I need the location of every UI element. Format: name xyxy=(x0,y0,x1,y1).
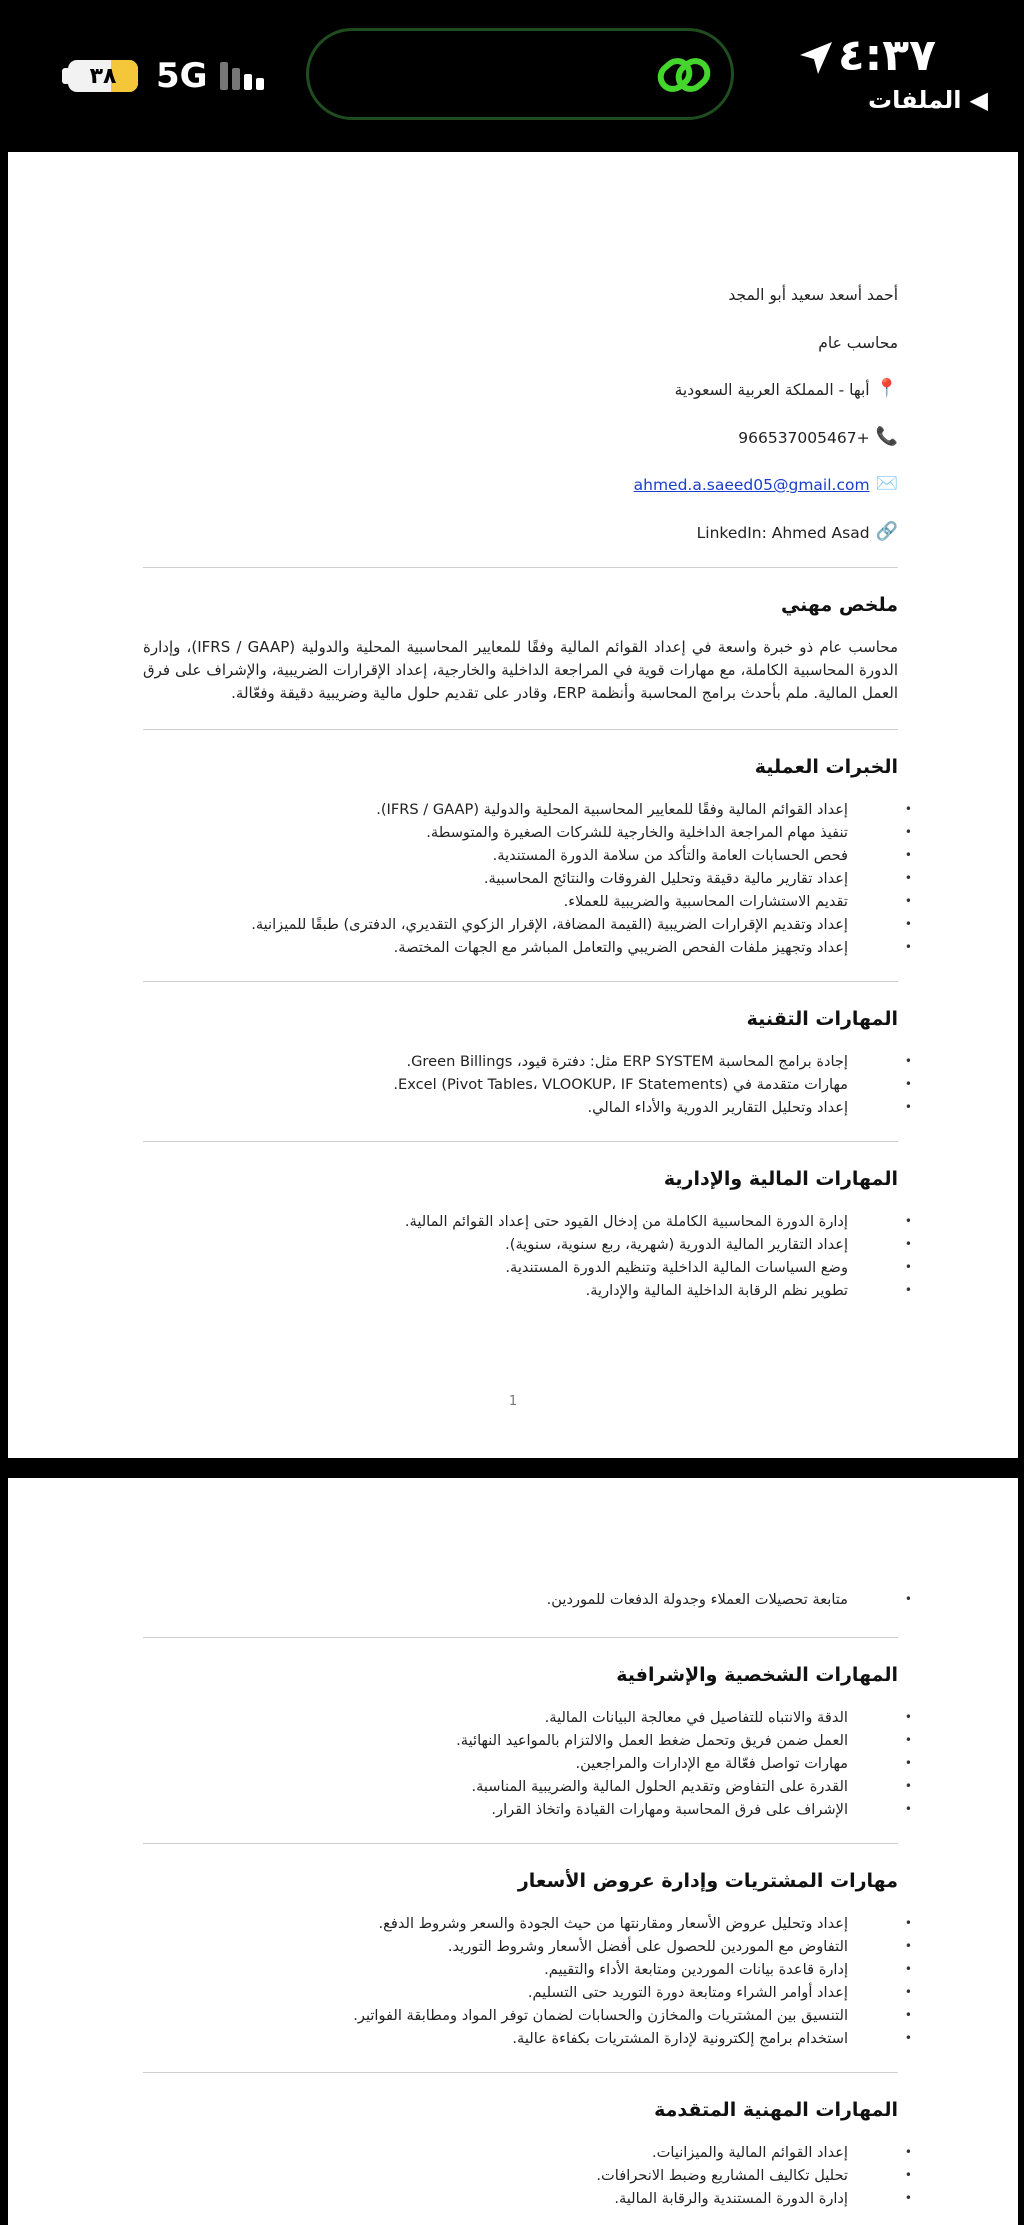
procurement-list xyxy=(143,1912,898,2050)
list-item: • إعداد القوائم المالية وفقًا للمعايير المحاسبية المحلية والدولية (IFRS / GAAP). xyxy=(143,798,898,821)
list-item: • التفاوض مع الموردين للحصول على أفضل الأسعار وشروط التوريد. xyxy=(143,1935,898,1958)
battery-nub xyxy=(62,68,68,84)
link-icon xyxy=(655,49,713,101)
list-item: • الدقة والانتباه للتفاصيل في معالجة البيانات المالية. xyxy=(143,1706,898,1729)
section-title-technical: المهارات التقنية xyxy=(746,1008,898,1030)
candidate-name xyxy=(143,282,898,330)
list-item: • تنفيذ مهام المراجعة الداخلية والخارجية للشركات الصغيرة والمتوسطة. xyxy=(143,821,898,844)
divider xyxy=(143,567,898,568)
section-title-experience: الخبرات العملية xyxy=(754,756,898,778)
divider xyxy=(143,1637,898,1638)
list-item: • إعداد التقارير المالية الدورية (شهرية، ربع سنوية، سنوية). xyxy=(143,1233,898,1256)
section-title-advanced: المهارات المهنية المتقدمة xyxy=(654,2099,898,2121)
divider xyxy=(143,981,898,982)
list-item: • إدارة الدورة المحاسبية الكاملة من إدخال القيود حتى إعداد القوائم المالية. xyxy=(143,1210,898,1233)
list-item: • التنسيق بين المشتريات والمخازن والحسابات لضمان توفر المواد ومطابقة الفواتير. xyxy=(143,2004,898,2027)
location-line xyxy=(143,377,898,425)
list-item: • إدارة الدورة المستندية والرقابة المالية. xyxy=(143,2187,898,2210)
list-item: • إجادة برامج المحاسبة ERP SYSTEM مثل: دفترة قيود، Green Billings. xyxy=(143,1050,898,1073)
financial-list xyxy=(143,1210,898,1302)
list-item: • تطوير نظم الرقابة الداخلية المالية والإدارية. xyxy=(143,1279,898,1302)
list-item: • مهارات تواصل فعّالة مع الإدارات والمراجعين. xyxy=(143,1752,898,1775)
section-title-personal: المهارات الشخصية والإشرافية xyxy=(616,1664,898,1686)
technical-list xyxy=(143,1050,898,1119)
list-item: • متابعة تحصيلات العملاء وجدولة الدفعات للموردين. xyxy=(143,1588,898,1611)
list-item: • إعداد وتحليل التقارير الدورية والأداء المالي. xyxy=(143,1096,898,1119)
network-type: 5G xyxy=(156,56,208,96)
advanced-list xyxy=(143,2141,898,2210)
phone-text[interactable]: 966537005467+ xyxy=(738,428,870,447)
divider xyxy=(143,729,898,730)
job-title xyxy=(143,330,898,378)
list-item: • إعداد القوائم المالية والميزانيات. xyxy=(143,2141,898,2164)
experience-list xyxy=(143,798,898,959)
email-line xyxy=(143,472,898,520)
link-chain-icon: 🔗 xyxy=(875,520,898,542)
phone-line xyxy=(143,425,898,473)
page-content xyxy=(143,282,898,1324)
list-item: • العمل ضمن فريق وتحمل ضغط العمل والالتزام بالمواعيد النهائية. xyxy=(143,1729,898,1752)
page-number: 1 xyxy=(508,1394,518,1409)
status-bar xyxy=(0,0,1024,150)
document-page-2[interactable] xyxy=(8,1478,1018,2225)
list-item: • القدرة على التفاوض وتقديم الحلول المالية والضريبية المناسبة. xyxy=(143,1775,898,1798)
list-item: • إعداد وتحليل عروض الأسعار ومقارنتها من حيث الجودة والسعر وشروط الدفع. xyxy=(143,1912,898,1935)
envelope-icon: ✉️ xyxy=(875,473,898,494)
summary-text: محاسب عام ذو خبرة واسعة في إعداد القوائم المالية وفقًا للمعايير المحاسبية المحلية والدولية (IFRS / GAAP)، وإدارة الدورة المحاسبية الكاملة، مع مهارات قوية في المراجعة الداخلية والخارجية، إعداد الإقرارات الضريبية، والإشراف على فرق العمل المالية. ملم بأحدث برامج المحاسبة وأنظمة ERP، وقادر على تقديم حلول مالية وضريبية دقيقة وفعّالة. xyxy=(143,638,898,702)
phone-icon: 📞 xyxy=(875,425,898,447)
pin-icon: 📍 xyxy=(875,378,898,399)
back-link-label: الملفات xyxy=(868,86,962,114)
list-item: • الإشراف على فرق المحاسبة ومهارات القيادة واتخاذ القرار. xyxy=(143,1798,898,1821)
list-item: • إعداد تقارير مالية دقيقة وتحليل الفروقات والنتائج المحاسبية. xyxy=(143,867,898,890)
section-title-procurement: مهارات المشتريات وإدارة عروض الأسعار xyxy=(517,1870,898,1892)
divider xyxy=(143,2072,898,2073)
name-text: أحمد أسعد سعيد أبو المجد xyxy=(728,286,898,304)
email-link[interactable]: ahmed.a.saeed05@gmail.com xyxy=(633,476,870,494)
list-item: • فحص الحسابات العامة والتأكد من سلامة الدورة المستندية. xyxy=(143,844,898,867)
list-item: • إعداد وتجهيز ملفات الفحص الضريبي والتعامل المباشر مع الجهات المختصة. xyxy=(143,936,898,959)
document-page-1[interactable] xyxy=(8,152,1018,1458)
list-item: • تقديم الاستشارات المحاسبية والضريبية للعملاء. xyxy=(143,890,898,913)
page-content xyxy=(143,1588,898,2225)
list-item: • تحليل تكاليف المشاريع وضبط الانحرافات. xyxy=(143,2164,898,2187)
back-triangle-icon: ◀ xyxy=(969,86,988,114)
battery-icon xyxy=(68,60,138,92)
dynamic-island[interactable] xyxy=(306,28,734,120)
location-arrow-icon xyxy=(796,38,836,78)
list-item: • استخدام برامج إلكترونية لإدارة المشتريات بكفاءة عالية. xyxy=(143,2027,898,2050)
section-title-financial: المهارات المالية والإدارية xyxy=(663,1168,898,1190)
list-item: • إعداد وتقديم الإقرارات الضريبية (القيمة المضافة، الإقرار الزكوي التقديري، الدفترى) طبقًا للميزانية. xyxy=(143,913,898,936)
job-title-text: محاسب عام xyxy=(818,333,898,352)
continued-list xyxy=(143,1588,898,1611)
linkedin-text[interactable]: LinkedIn: Ahmed Asad xyxy=(696,523,870,542)
list-item: • مهارات متقدمة في Excel (Pivot Tables، VLOOKUP، IF Statements). xyxy=(143,1073,898,1096)
clock: ٤:٣٧ xyxy=(837,30,936,81)
location-text: أبها - المملكة العربية السعودية xyxy=(674,381,870,399)
signal-bars-icon xyxy=(218,58,274,92)
personal-list xyxy=(143,1706,898,1821)
linkedin-line xyxy=(143,520,898,568)
divider xyxy=(143,1843,898,1844)
divider xyxy=(143,1141,898,1142)
back-to-files-link[interactable] xyxy=(868,86,988,114)
battery-level: ٣٨ xyxy=(89,63,117,89)
list-item: • إعداد أوامر الشراء ومتابعة دورة التوريد حتى التسليم. xyxy=(143,1981,898,2004)
section-title-summary: ملخص مهني xyxy=(780,594,898,616)
list-item: • وضع السياسات المالية الداخلية وتنظيم الدورة المستندية. xyxy=(143,1256,898,1279)
list-item: • إدارة قاعدة بيانات الموردين ومتابعة الأداء والتقييم. xyxy=(143,1958,898,1981)
